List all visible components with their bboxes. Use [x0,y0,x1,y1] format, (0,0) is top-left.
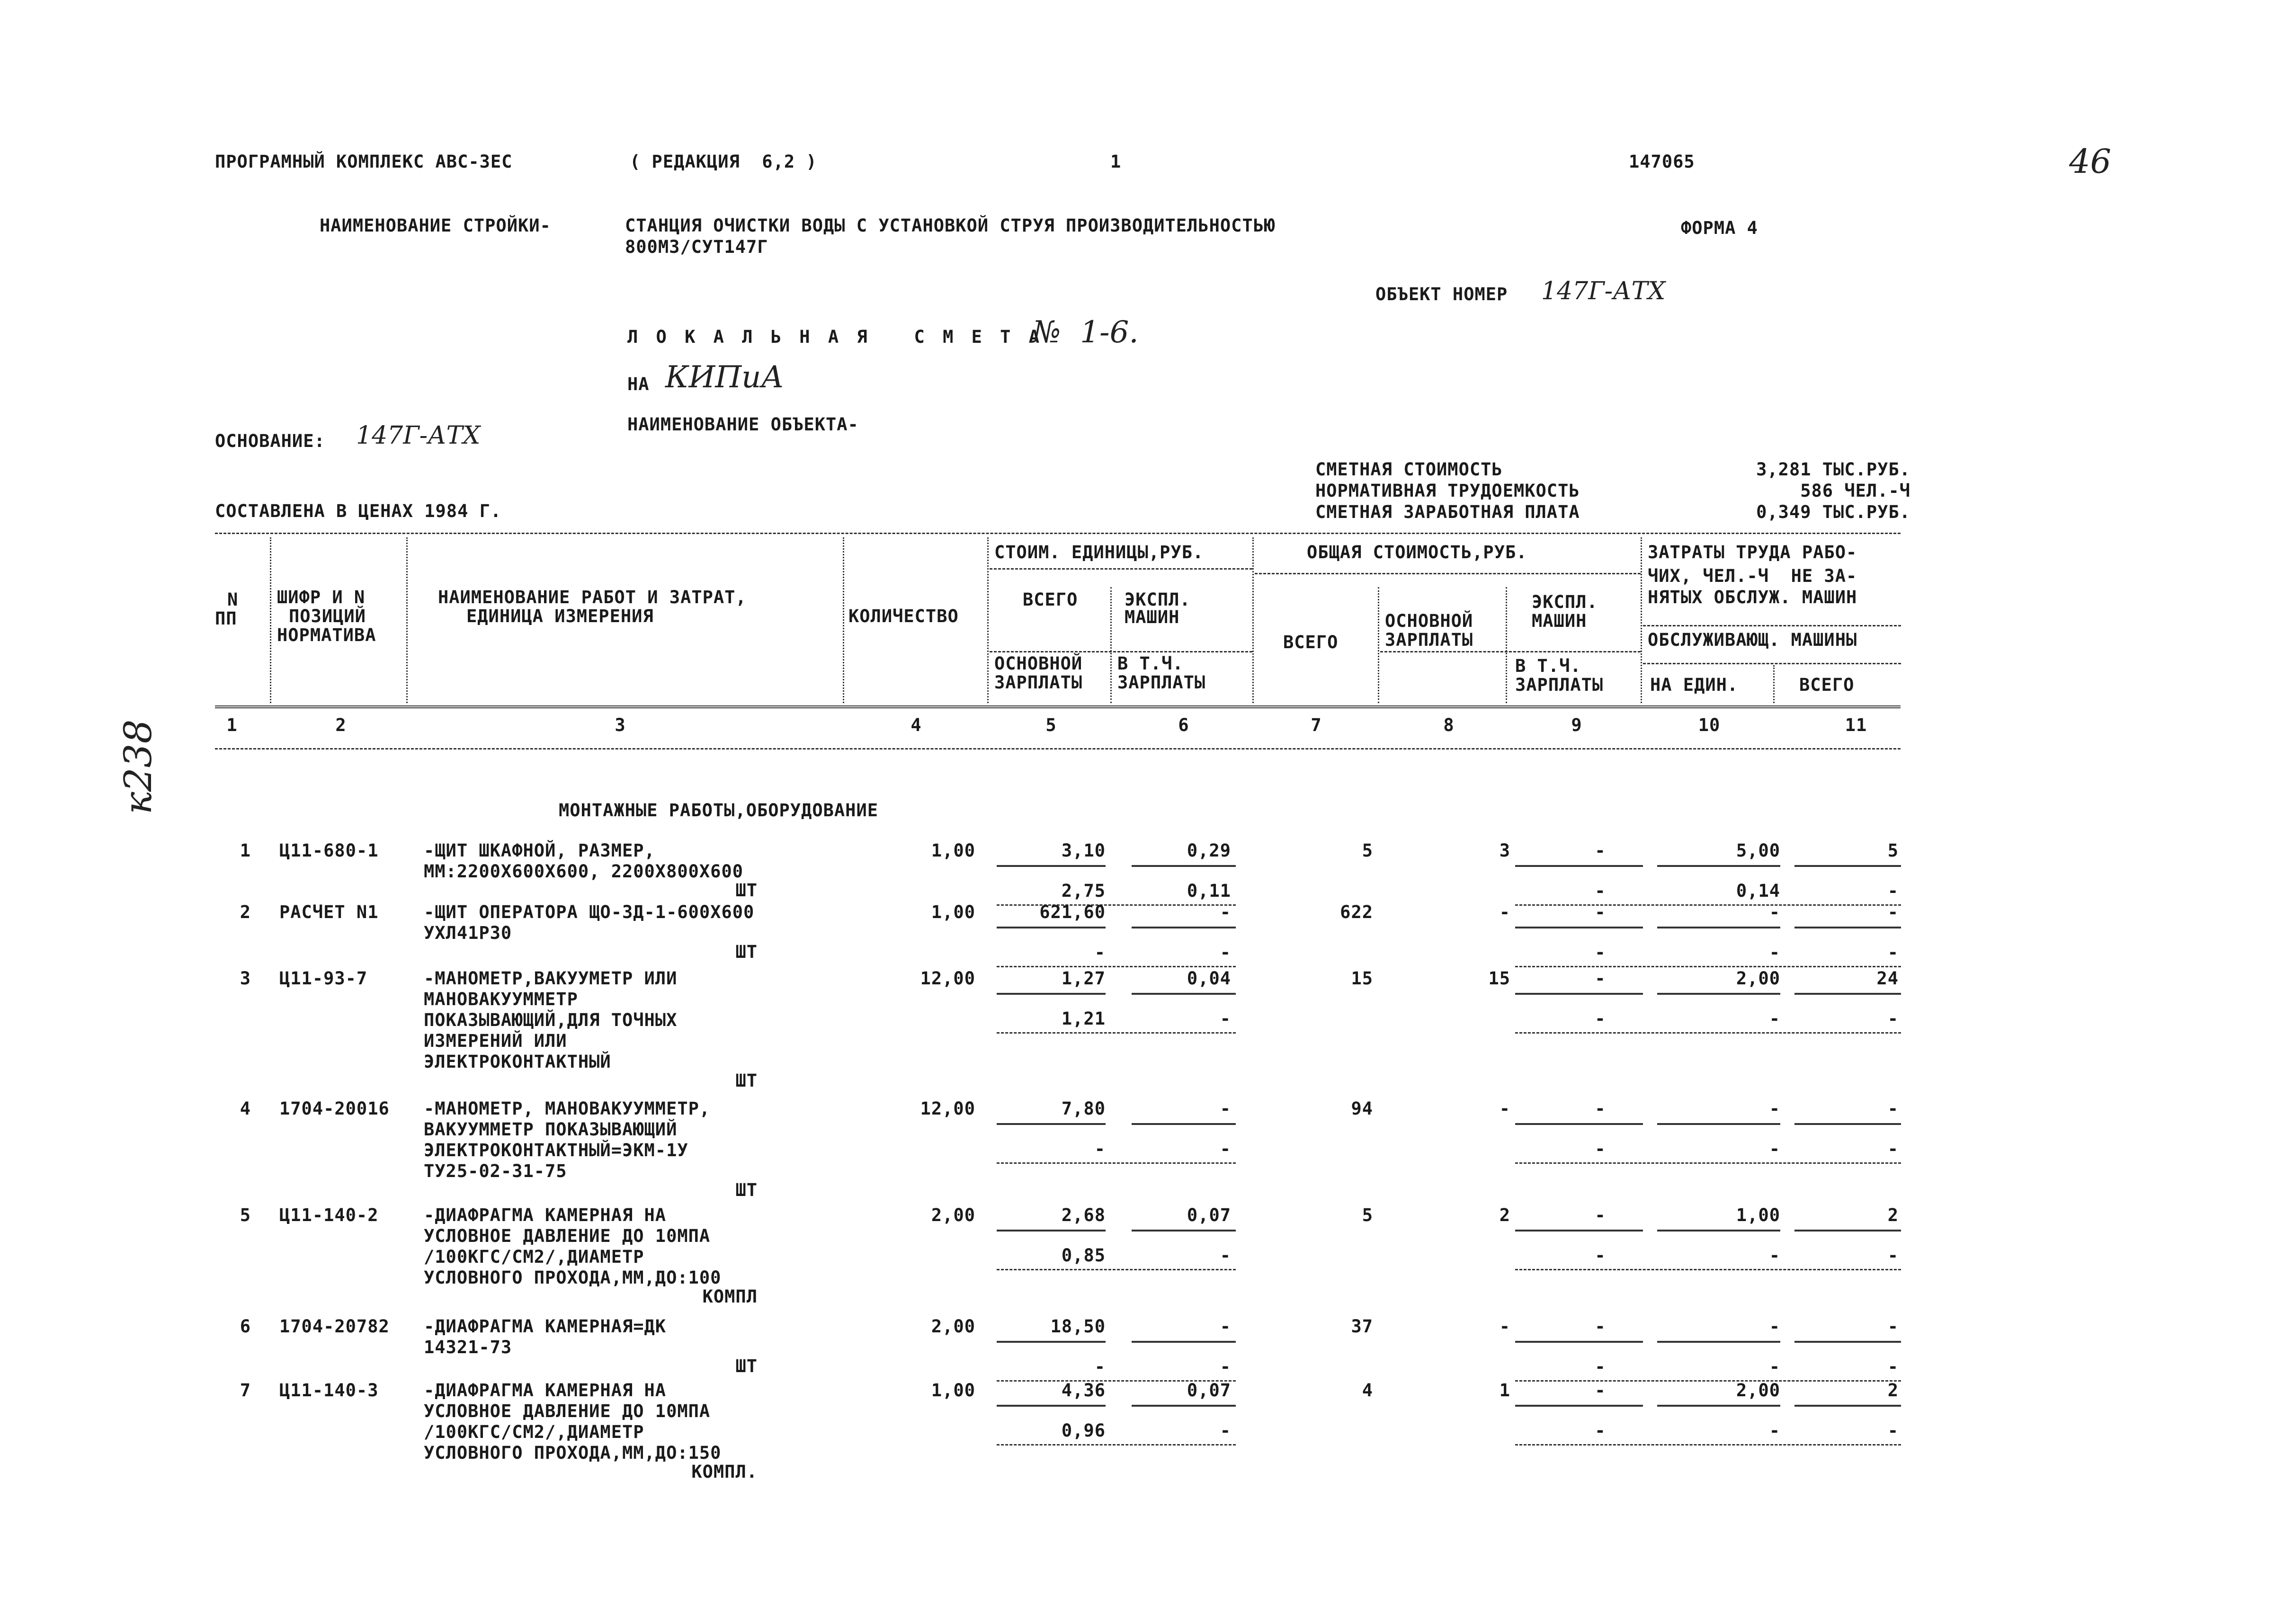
basis-value-handwritten: 147Г-АТХ [356,421,481,450]
row-name-line: УСЛОВНОЕ ДАВЛЕНИЕ ДО 10МПА [424,1401,711,1421]
row-number: 7 [240,1380,251,1401]
row-name-line: УСЛОВНОГО ПРОХОДА,ММ,ДО:100 [424,1267,722,1288]
row-total-base: 2 [1499,1205,1510,1225]
row-labor-serv-unit: - [1769,942,1780,963]
row-unit-incl: - [1220,1356,1231,1377]
row-code: 1704-20016 [279,1098,390,1119]
on-value-handwritten: КИПиА [665,360,784,395]
col-n-label: N [227,589,239,610]
cell-divider [1515,1341,1643,1343]
column-number: 7 [1311,715,1322,735]
row-unit: КОМПЛ. [691,1462,758,1482]
cell-divider [1515,1405,1643,1407]
row-qty: 2,00 [931,1205,975,1225]
row-name-line: ЭЛЕКТРОКОНТАКТНЫЙ [424,1052,611,1072]
header-sub-rule [1380,651,1641,652]
row-unit-incl: - [1220,942,1231,963]
object-name-label: НАИМЕНОВАНИЕ ОБЪЕКТА- [627,414,859,435]
row-name-line: УХЛ41Р30 [424,923,512,943]
row-unit-base: - [1094,1356,1106,1377]
column-number: 2 [335,715,347,735]
row-name-line: -ДИАФРАГМА КАМЕРНАЯ НА [424,1380,667,1401]
column-divider [1110,587,1112,703]
cell-divider [997,1444,1236,1446]
labor-serv-label: ОБСЛУЖИВАЮЩ. МАШИНЫ [1648,630,1857,650]
on-label: НА [627,374,650,394]
row-unit-incl: - [1220,1420,1231,1441]
unit-total-label: ВСЕГО [1023,589,1078,610]
row-unit-incl: 0,11 [1187,881,1231,901]
row-total-mach: - [1595,1205,1606,1225]
row-labor-serv-unit: - [1769,1420,1780,1441]
row-labor-serv-total: - [1887,1139,1899,1159]
total-incl-label: ЗАРПЛАТЫ [1515,675,1604,695]
row-labor-serv-total: - [1887,1008,1899,1029]
row-labor-serv-unit: - [1769,1139,1780,1159]
row-unit: ШТ [735,880,758,901]
row-name-line: ПОКАЗЫВАЮЩИЙ,ДЛЯ ТОЧНЫХ [424,1010,678,1030]
cell-divider [997,993,1106,995]
labor-label: ЧИХ, ЧЕЛ.-Ч НЕ ЗА- [1648,566,1857,586]
cell-divider [1515,927,1643,928]
header-top-rule [215,533,1901,534]
row-code: Ц11-140-2 [279,1205,379,1225]
cell-divider [1515,1032,1901,1034]
cell-divider [1132,1405,1236,1407]
cell-divider [1515,993,1643,995]
row-unit: ШТ [735,1071,758,1091]
row-labor-serv-total: - [1887,1245,1899,1266]
summary-label-wages: СМЕТНАЯ ЗАРАБОТНАЯ ПЛАТА [1315,502,1580,522]
labor-total-label: ВСЕГО [1799,675,1855,695]
labor-label: ЗАТРАТЫ ТРУДА РАБО- [1648,542,1857,562]
row-name-line: ММ:2200Х600Х600, 2200Х800Х600 [424,861,744,882]
row-unit-total: 4,36 [1061,1380,1106,1401]
row-name-line: 14321-73 [424,1337,512,1357]
program-title: ПРОГРАМНЫЙ КОМПЛЕКС АВС-3ЕС [215,152,513,172]
row-unit-base: - [1094,942,1106,963]
row-unit-total: 3,10 [1061,840,1106,861]
cell-divider [1657,1341,1780,1343]
col-code-label: ШИФР И N [277,587,366,607]
column-divider [843,537,844,703]
row-qty: 2,00 [931,1316,975,1337]
cell-divider [1794,1405,1901,1407]
row-number: 4 [240,1098,251,1119]
cell-divider [997,865,1106,867]
total-base-label: ОСНОВНОЙ [1385,611,1473,631]
object-label: ОБЪЕКТ НОМЕР [1375,284,1508,304]
row-total-base: 3 [1499,840,1510,861]
row-number: 3 [240,968,251,989]
row-unit-mach: - [1220,1098,1231,1119]
page-number: 1 [1110,152,1122,172]
row-labor-total: - [1887,902,1899,922]
estimate-title: Л О К А Л Ь Н А Я С М Е Т А [627,327,1044,347]
cell-divider [1794,927,1901,928]
column-number: 9 [1571,715,1582,735]
column-number: 1 [226,715,238,735]
row-unit-total: 7,80 [1061,1098,1106,1119]
column-divider [987,537,989,703]
object-number-handwritten: 147Г-АТХ [1541,277,1666,305]
row-labor-serv-unit: - [1769,1008,1780,1029]
row-unit-base: 2,75 [1061,881,1106,901]
row-number: 6 [240,1316,251,1337]
unit-incl-label: ЗАРПЛАТЫ [1117,672,1206,693]
total-base-label: ЗАРПЛАТЫ [1385,630,1473,650]
header-sub-rule [1643,625,1901,626]
row-labor-serv-total: - [1887,942,1899,963]
row-qty: 1,00 [931,840,975,861]
unit-cost-label: СТОИМ. ЕДИНИЦЫ,РУБ. [994,542,1204,562]
row-name-line: УСЛОВНОЕ ДАВЛЕНИЕ ДО 10МПА [424,1226,711,1246]
column-number: 4 [910,715,922,735]
row-name-line: -МАНОМЕТР, МАНОВАКУУММЕТР, [424,1098,711,1119]
row-unit-incl: - [1220,1245,1231,1266]
row-total: 37 [1351,1316,1373,1337]
row-total-base: 1 [1499,1380,1510,1401]
row-labor-unit: 1,00 [1736,1205,1780,1225]
col-qty-label: КОЛИЧЕСТВО [848,606,959,626]
row-total-incl: - [1595,1356,1606,1377]
row-name-line: ТУ25-02-31-75 [424,1161,567,1181]
row-name-line: ИЗМЕРЕНИЙ ИЛИ [424,1031,567,1051]
row-name-line: -ЩИТ ОПЕРАТОРА ЩО-3Д-1-600Х600 [424,902,755,922]
row-labor-unit: - [1769,1098,1780,1119]
row-labor-serv-unit: - [1769,1245,1780,1266]
row-unit-mach: 0,04 [1187,968,1231,989]
row-total-mach: - [1595,968,1606,989]
section-title: МОНТАЖНЫЕ РАБОТЫ,ОБОРУДОВАНИЕ [559,800,879,821]
cell-divider [1515,1230,1643,1231]
row-labor-unit: 2,00 [1736,1380,1780,1401]
cell-divider [1132,1230,1236,1231]
row-name-line: ЭЛЕКТРОКОНТАКТНЫЙ=ЭКМ-1У [424,1140,688,1160]
row-number: 2 [240,902,251,922]
row-total-base: - [1499,902,1510,922]
row-unit-incl: - [1220,1008,1231,1029]
summary-value-wages: 0,349 ТЫС.РУБ. [1756,502,1910,522]
cell-divider [1657,865,1780,867]
row-total: 5 [1362,1205,1373,1225]
row-total: 5 [1362,840,1373,861]
row-labor-serv-total: - [1887,1356,1899,1377]
summary-value-labor: 586 ЧЕЛ.-Ч [1800,481,1910,501]
cell-divider [1657,1405,1780,1407]
cell-divider [1515,1444,1901,1446]
row-total-base: 15 [1488,968,1510,989]
row-unit-total: 2,68 [1061,1205,1106,1225]
header-sub-rule [990,568,1252,570]
column-number: 3 [615,715,626,735]
row-labor-total: 24 [1876,968,1899,989]
row-unit-total: 1,27 [1061,968,1106,989]
cell-divider [1132,865,1236,867]
cell-divider [1515,1123,1643,1125]
column-number: 5 [1045,715,1057,735]
row-labor-unit: - [1769,1316,1780,1337]
column-divider [1773,665,1775,703]
construction-name-line2: 800М3/СУТ147Г [625,237,768,257]
row-unit: ШТ [735,1356,758,1376]
row-total-incl: - [1595,881,1606,901]
row-unit-mach: 0,07 [1187,1205,1231,1225]
row-code: Ц11-93-7 [279,968,368,989]
estimate-number-handwritten: № 1-6. [1032,315,1139,350]
row-unit-mach: - [1220,1316,1231,1337]
cell-divider [997,1269,1236,1270]
row-total-incl: - [1595,1245,1606,1266]
row-qty: 12,00 [920,968,975,989]
row-unit: ШТ [735,1180,758,1200]
row-total-mach: - [1595,1098,1606,1119]
cell-divider [1794,993,1901,995]
row-unit-base: - [1094,1139,1106,1159]
cell-divider [1794,865,1901,867]
row-labor-total: 5 [1887,840,1899,861]
prices-line: СОСТАВЛЕНА В ЦЕНАХ 1984 Г. [215,501,502,521]
document-code: 147065 [1629,152,1695,172]
row-code: Ц11-140-3 [279,1380,379,1401]
total-all-label: ВСЕГО [1283,632,1339,652]
cell-divider [1657,993,1780,995]
row-labor-unit: - [1769,902,1780,922]
row-unit-incl: - [1220,1139,1231,1159]
column-divider [270,537,271,703]
cell-divider [1132,993,1236,995]
row-total-mach: - [1595,902,1606,922]
row-unit: ШТ [735,942,758,962]
unit-mach-label: ЭКСПЛ. [1125,589,1191,610]
labor-unit-label: НА ЕДИН. [1650,675,1739,695]
row-labor-unit: 2,00 [1736,968,1780,989]
row-total: 94 [1351,1098,1373,1119]
cell-divider [1657,1230,1780,1231]
row-code: РАСЧЕТ N1 [279,902,379,922]
row-name-line: -ЩИТ ШКАФНОЙ, РАЗМЕР, [424,840,655,861]
row-total-base: - [1499,1316,1510,1337]
summary-label-cost: СМЕТНАЯ СТОИМОСТЬ [1315,459,1503,480]
col-name-label: ЕДИНИЦА ИЗМЕРЕНИЯ [466,606,654,626]
row-labor-serv-total: - [1887,1420,1899,1441]
row-code: Ц11-680-1 [279,840,379,861]
cell-divider [997,1230,1106,1231]
row-unit-mach: 0,29 [1187,840,1231,861]
row-qty: 1,00 [931,902,975,922]
form-label: ФОРМА 4 [1681,218,1758,238]
row-labor-total: 2 [1887,1380,1899,1401]
cell-divider [1657,1123,1780,1125]
total-incl-label: В Т.Ч. [1515,656,1581,676]
cell-divider [997,966,1236,967]
row-name-line: ВАКУУММЕТР ПОКАЗЫВАЮЩИЙ [424,1119,678,1140]
row-labor-total: - [1887,1316,1899,1337]
row-labor-serv-unit: 0,14 [1736,881,1780,901]
total-cost-label: ОБЩАЯ СТОИМОСТЬ,РУБ. [1307,542,1527,562]
row-total-base: - [1499,1098,1510,1119]
row-unit-base: 0,96 [1061,1420,1106,1441]
row-name-line: -ДИАФРАГМА КАМЕРНАЯ=ДК [424,1316,667,1337]
column-divider [1252,537,1254,703]
margin-note-handwritten: к238 [116,719,160,814]
row-total: 15 [1351,968,1373,989]
header-sub-rule [1255,573,1641,574]
row-total-incl: - [1595,1420,1606,1441]
row-qty: 1,00 [931,1380,975,1401]
row-total: 622 [1340,902,1373,922]
row-number: 5 [240,1205,251,1225]
row-name-line: /100КГС/СМ2/,ДИАМЕТР [424,1247,644,1267]
row-name-line: -МАНОМЕТР,ВАКУУМЕТР ИЛИ [424,968,678,989]
cell-divider [1132,1123,1236,1125]
row-total-mach: - [1595,840,1606,861]
unit-base-label: ЗАРПЛАТЫ [994,672,1083,693]
row-total-incl: - [1595,1139,1606,1159]
col-n-label: ПП [215,608,237,629]
row-labor-serv-total: - [1887,881,1899,901]
cell-divider [1515,1162,1901,1164]
row-labor-unit: 5,00 [1736,840,1780,861]
row-unit-total: 18,50 [1050,1316,1106,1337]
header-sub-rule [1643,663,1901,664]
column-divider [1378,587,1379,703]
total-mach-label: ЭКСПЛ. [1532,592,1598,612]
cell-divider [997,927,1106,928]
cell-divider [997,1123,1106,1125]
total-mach-label: МАШИН [1532,611,1587,631]
row-unit-mach: - [1220,902,1231,922]
column-number: 6 [1178,715,1189,735]
col-code-label: ПОЗИЦИЙ [289,606,366,626]
cell-divider [1515,966,1901,967]
summary-value-cost: 3,281 ТЫС.РУБ. [1756,459,1910,480]
row-code: 1704-20782 [279,1316,390,1337]
row-qty: 12,00 [920,1098,975,1119]
column-divider [406,537,408,703]
construction-label: НАИМЕНОВАНИЕ СТРОЙКИ- [320,215,551,236]
unit-base-label: ОСНОВНОЙ [994,653,1083,674]
col-name-label: НАИМЕНОВАНИЕ РАБОТ И ЗАТРАТ, [438,587,747,607]
cell-divider [1657,927,1780,928]
summary-label-labor: НОРМАТИВНАЯ ТРУДОЕМКОСТЬ [1315,481,1580,501]
row-number: 1 [240,840,251,861]
column-divider [1641,537,1642,703]
col-code-label: НОРМАТИВА [277,625,376,645]
row-name-line: /100КГС/СМ2/,ДИАМЕТР [424,1422,644,1442]
row-unit-total: 621,60 [1039,902,1106,922]
row-total-incl: - [1595,942,1606,963]
unit-mach-label: МАШИН [1125,607,1180,627]
row-name-line: МАНОВАКУУММЕТР [424,989,578,1009]
construction-name-line1: СТАНЦИЯ ОЧИСТКИ ВОДЫ С УСТАНОВКОЙ СТРУЯ ПРОИЗВОДИТЕЛЬНОСТЬЮ [625,215,1276,236]
row-labor-total: 2 [1887,1205,1899,1225]
row-total-mach: - [1595,1380,1606,1401]
row-total-mach: - [1595,1316,1606,1337]
column-number: 10 [1698,715,1721,735]
edition: ( РЕДАКЦИЯ 6,2 ) [630,152,817,172]
cell-divider [997,1405,1106,1407]
cell-divider [1794,1341,1901,1343]
labor-label: НЯТЫХ ОБСЛУЖ. МАШИН [1648,587,1857,607]
cell-divider [997,1032,1236,1034]
row-unit: КОМПЛ [702,1286,758,1307]
row-name-line: -ДИАФРАГМА КАМЕРНАЯ НА [424,1205,667,1225]
unit-incl-label: В Т.Ч. [1117,653,1184,674]
column-number: 11 [1845,715,1867,735]
row-unit-mach: 0,07 [1187,1380,1231,1401]
row-unit-base: 0,85 [1061,1245,1106,1266]
row-total: 4 [1362,1380,1373,1401]
cell-divider [1132,927,1236,928]
row-total-incl: - [1595,1008,1606,1029]
column-number-rule [215,748,1901,750]
cell-divider [1794,1230,1901,1231]
cell-divider [997,1162,1236,1164]
header-sub-rule [990,651,1252,652]
cell-divider [1515,865,1643,867]
row-labor-serv-unit: - [1769,1356,1780,1377]
row-unit-base: 1,21 [1061,1008,1106,1029]
basis-label: ОСНОВАНИЕ: [215,431,325,451]
row-name-line: УСЛОВНОГО ПРОХОДА,ММ,ДО:150 [424,1443,722,1463]
cell-divider [1132,1341,1236,1343]
header-bottom-rule [215,705,1901,708]
cell-divider [997,1341,1106,1343]
row-labor-total: - [1887,1098,1899,1119]
handwritten-page-number: 46 [2069,142,2112,181]
column-number: 8 [1443,715,1455,735]
column-divider [1506,587,1507,703]
cell-divider [1794,1123,1901,1125]
cell-divider [1515,1269,1901,1270]
